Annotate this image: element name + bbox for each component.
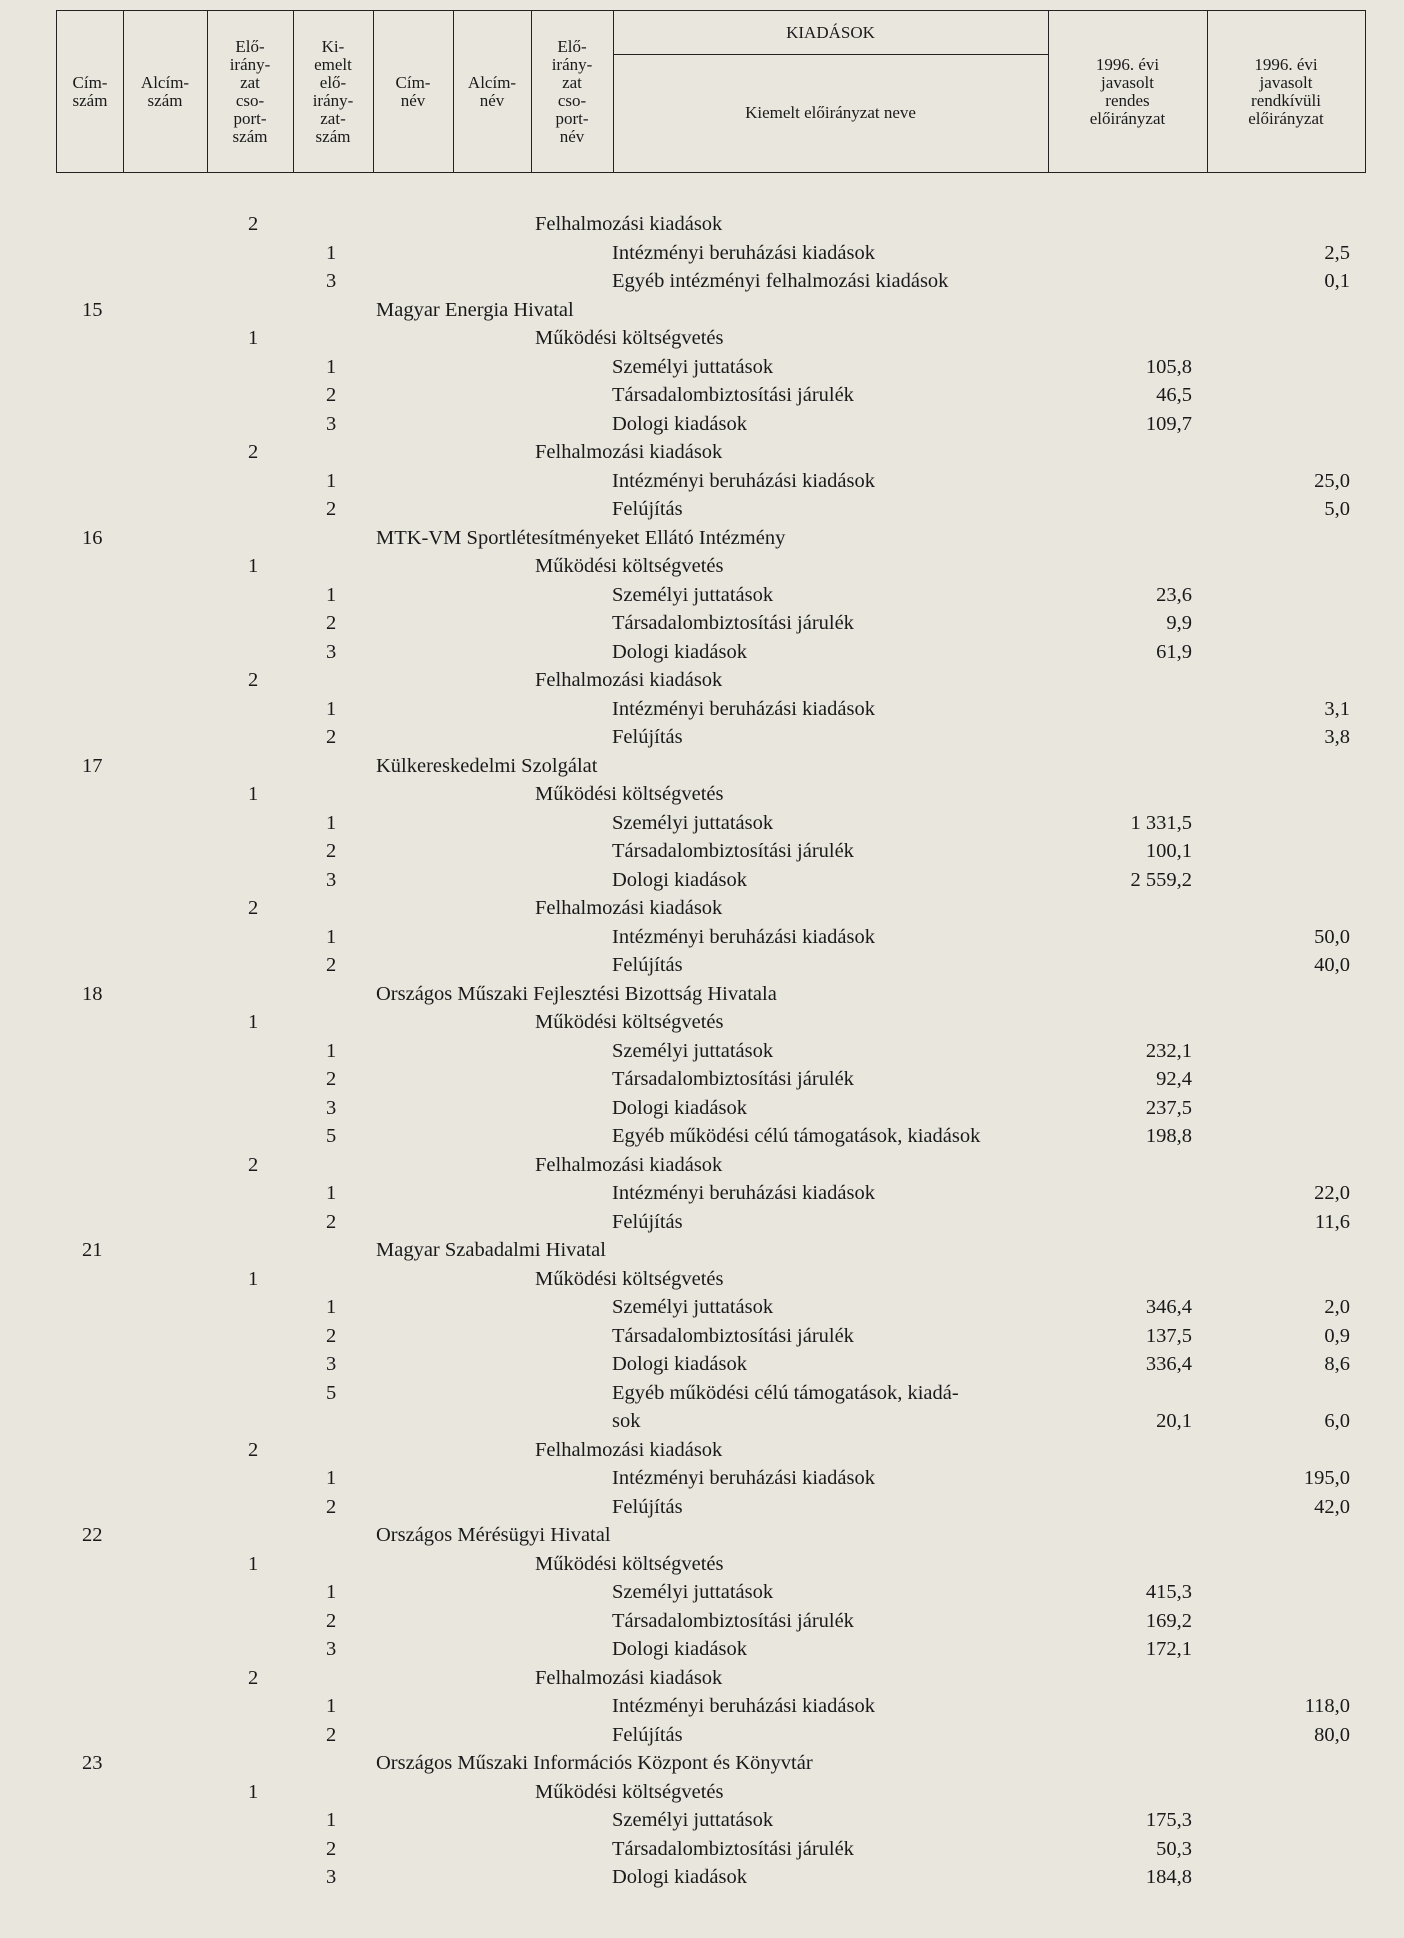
rendes-eloiranyzat-value: 232,1 — [1145, 1039, 1192, 1062]
rendkivuli-eloiranyzat-value: 25,0 — [1314, 469, 1350, 492]
eloiranyzat-csoport-szam: 2 — [248, 897, 259, 919]
kiemelt-eloiranyzat-nev: Intézményi beruházási kiadások — [612, 697, 875, 720]
cim-nev: Magyar Energia Hivatal — [376, 298, 574, 321]
kiemelt-eloiranyzat-nev: Egyéb intézményi felhalmozási kiadások — [612, 270, 949, 292]
rendkivuli-eloiranyzat-value: 80,0 — [1314, 1723, 1350, 1746]
kiemelt-eloiranyzat-nev: Intézményi beruházási kiadások — [612, 925, 875, 948]
table-row — [0, 1721, 1404, 1750]
rendes-eloiranyzat-value: 169,2 — [1145, 1609, 1192, 1632]
eloiranyzat-csoport-nev: Felhalmozási kiadások — [535, 441, 723, 463]
table-row — [0, 524, 1404, 553]
kiemelt-eloiranyzat-nev: Személyi juttatások — [612, 355, 774, 378]
cim-nev: Magyar Szabadalmi Hivatal — [376, 1239, 606, 1261]
eloiranyzat-csoport-nev: Felhalmozási kiadások — [535, 669, 723, 691]
rendes-eloiranyzat-value: 237,5 — [1145, 1096, 1192, 1119]
kiemelt-eloiranyzat-nev: Intézményi beruházási kiadások — [612, 1467, 875, 1489]
rendkivuli-eloiranyzat-value: 0,9 — [1324, 1324, 1350, 1347]
table-row — [0, 1236, 1404, 1265]
kiemelt-eloiranyzat-szam: 2 — [326, 498, 337, 520]
kiemelt-eloiranyzat-nev: Felújítás — [612, 1210, 683, 1233]
rendes-eloiranyzat-value: 9,9 — [1166, 612, 1192, 634]
kiemelt-eloiranyzat-szam: 3 — [326, 1353, 337, 1375]
eloiranyzat-csoport-szam: 1 — [248, 783, 259, 805]
kiemelt-eloiranyzat-nev: Társadalombiztosítási járulék — [612, 1324, 854, 1347]
kiemelt-eloiranyzat-nev: Intézményi beruházási kiadások — [612, 469, 875, 492]
header-kiadasok: KIADÁSOK — [786, 22, 875, 42]
cim-szam: 23 — [82, 1752, 103, 1774]
table-row — [0, 210, 1404, 239]
rendes-eloiranyzat-value: 50,3 — [1156, 1837, 1192, 1860]
table-row — [0, 1037, 1404, 1066]
table-row — [0, 1521, 1404, 1550]
kiemelt-eloiranyzat-szam: 2 — [326, 726, 337, 748]
cim-nev: Országos Műszaki Fejlesztési Bizottság Hivatala — [376, 982, 777, 1005]
table-row — [0, 1778, 1404, 1807]
table-row — [0, 951, 1404, 980]
header-kiemelt-eloiranyzat-neve: Kiemelt előirányzat neve — [745, 103, 916, 122]
table-row — [0, 666, 1404, 695]
eloiranyzat-csoport-szam: 1 — [248, 1552, 259, 1575]
rendkivuli-eloiranyzat-value: 8,6 — [1324, 1353, 1350, 1375]
table-row — [0, 239, 1404, 268]
kiemelt-eloiranyzat-nev: Felújítás — [612, 726, 683, 748]
kiemelt-eloiranyzat-nev: Személyi juttatások — [612, 583, 774, 606]
kiemelt-eloiranyzat-nev: Egyéb működési célú támogatások, kiadá- sok — [612, 1381, 959, 1432]
table-row — [0, 1607, 1404, 1636]
table-row — [0, 980, 1404, 1009]
table-row — [0, 1151, 1404, 1180]
cim-szam: 16 — [82, 526, 103, 549]
kiemelt-eloiranyzat-nev: Felújítás — [612, 1495, 683, 1518]
rendes-eloiranyzat-value: 2 559,2 — [1130, 868, 1192, 891]
eloiranyzat-csoport-nev: Felhalmozási kiadások — [535, 897, 723, 919]
eloiranyzat-csoport-szam: 2 — [248, 669, 259, 691]
table-row — [0, 1065, 1404, 1094]
eloiranyzat-csoport-szam: 1 — [248, 1780, 259, 1803]
header-alcim-szam: Alcím- szám — [140, 72, 190, 110]
rendes-eloiranyzat-value: 23,6 — [1156, 583, 1192, 606]
kiemelt-eloiranyzat-szam: 5 — [326, 1381, 337, 1404]
rendes-eloiranyzat-value: 61,9 — [1156, 640, 1192, 663]
kiemelt-eloiranyzat-szam: 1 — [326, 811, 337, 834]
eloiranyzat-csoport-nev: Felhalmozási kiadások — [535, 213, 723, 235]
table-row — [0, 1265, 1404, 1294]
eloiranyzat-csoport-szam: 2 — [248, 213, 259, 235]
table-row — [0, 1379, 1404, 1436]
table-row — [0, 1094, 1404, 1123]
rendkivuli-eloiranyzat-value: 2,5 — [1324, 241, 1350, 264]
table-row — [0, 837, 1404, 866]
table-row — [0, 410, 1404, 439]
header-rendes-eloiranyzat: 1996. évi javasolt rendes előirányzat — [1089, 54, 1166, 128]
table-row — [0, 1578, 1404, 1607]
kiemelt-eloiranyzat-szam: 1 — [326, 1695, 337, 1717]
kiemelt-eloiranyzat-szam: 2 — [326, 1495, 337, 1518]
kiemelt-eloiranyzat-nev: Felújítás — [612, 954, 683, 976]
eloiranyzat-csoport-szam: 2 — [248, 1438, 259, 1461]
table-row — [0, 552, 1404, 581]
table-row — [0, 866, 1404, 895]
table-body — [0, 210, 1404, 1892]
header-cim-nev: Cím- név — [395, 72, 431, 110]
table-row — [0, 1436, 1404, 1465]
table-row — [0, 1322, 1404, 1351]
kiemelt-eloiranyzat-szam: 1 — [326, 697, 337, 720]
table-row — [0, 609, 1404, 638]
kiemelt-eloiranyzat-szam: 2 — [326, 384, 337, 406]
rendkivuli-eloiranyzat-value: 6,0 — [1324, 1410, 1350, 1432]
table-row — [0, 1293, 1404, 1322]
kiemelt-eloiranyzat-szam: 2 — [326, 1324, 337, 1347]
rendkivuli-eloiranyzat-value: 3,1 — [1324, 697, 1350, 720]
cim-szam: 22 — [82, 1524, 103, 1546]
kiemelt-eloiranyzat-nev: Társadalombiztosítási járulék — [612, 1068, 854, 1090]
table-row — [0, 1208, 1404, 1237]
eloiranyzat-csoport-nev: Működési költségvetés — [535, 783, 724, 805]
cim-nev: Országos Mérésügyi Hivatal — [376, 1524, 611, 1546]
table-row — [0, 809, 1404, 838]
table-row — [0, 723, 1404, 752]
table-row — [0, 1692, 1404, 1721]
table-row — [0, 1008, 1404, 1037]
header-cim-szam: Cím- szám — [72, 72, 108, 110]
table-row — [0, 923, 1404, 952]
kiemelt-eloiranyzat-szam: 1 — [326, 1039, 337, 1062]
kiemelt-eloiranyzat-nev: Társadalombiztosítási járulék — [612, 384, 854, 406]
rendes-eloiranyzat-value: 20,1 — [1156, 1410, 1192, 1432]
kiemelt-eloiranyzat-nev: Társadalombiztosítási járulék — [612, 840, 854, 862]
table-row — [0, 1493, 1404, 1522]
rendes-eloiranyzat-value: 346,4 — [1145, 1296, 1192, 1318]
rendkivuli-eloiranyzat-value: 195,0 — [1303, 1467, 1350, 1489]
rendkivuli-eloiranyzat-value: 50,0 — [1314, 925, 1350, 948]
kiemelt-eloiranyzat-nev: Intézményi beruházási kiadások — [612, 1182, 875, 1204]
kiemelt-eloiranyzat-nev: Társadalombiztosítási járulék — [612, 1609, 854, 1632]
header-eloiranyzat-csoport-nev: Elő- irány- zat cso- port- név — [551, 36, 593, 146]
rendkivuli-eloiranyzat-value: 22,0 — [1314, 1182, 1350, 1204]
kiemelt-eloiranyzat-szam: 2 — [326, 1723, 337, 1746]
eloiranyzat-csoport-nev: Működési költségvetés — [535, 1780, 724, 1803]
table-row — [0, 1835, 1404, 1864]
kiemelt-eloiranyzat-szam: 3 — [326, 1866, 337, 1888]
table-row — [0, 353, 1404, 382]
rendkivuli-eloiranyzat-value: 42,0 — [1314, 1495, 1350, 1518]
table-row — [0, 1806, 1404, 1835]
kiemelt-eloiranyzat-szam: 2 — [326, 954, 337, 976]
kiemelt-eloiranyzat-nev: Személyi juttatások — [612, 1809, 774, 1831]
rendes-eloiranyzat-value: 1 331,5 — [1130, 811, 1192, 834]
table-row — [0, 1179, 1404, 1208]
kiemelt-eloiranyzat-szam: 2 — [326, 1068, 337, 1090]
table-row — [0, 638, 1404, 667]
rendes-eloiranyzat-value: 46,5 — [1156, 384, 1192, 406]
kiemelt-eloiranyzat-szam: 2 — [326, 1837, 337, 1860]
eloiranyzat-csoport-szam: 1 — [248, 1011, 259, 1033]
kiemelt-eloiranyzat-szam: 1 — [326, 355, 337, 378]
header-eloiranyzat-csoport-szam: Elő- irány- zat cso- port- szám — [229, 36, 271, 146]
table-row — [0, 467, 1404, 496]
kiemelt-eloiranyzat-nev: Dologi kiadások — [612, 1353, 747, 1375]
eloiranyzat-csoport-nev: Felhalmozási kiadások — [535, 1153, 723, 1176]
rendes-eloiranyzat-value: 415,3 — [1145, 1581, 1192, 1603]
kiemelt-eloiranyzat-szam: 1 — [326, 1467, 337, 1489]
rendkivuli-eloiranyzat-value: 2,0 — [1324, 1296, 1350, 1318]
eloiranyzat-csoport-nev: Felhalmozási kiadások — [535, 1666, 723, 1689]
cim-szam: 17 — [82, 754, 103, 777]
rendes-eloiranyzat-value: 100,1 — [1145, 840, 1192, 862]
rendes-eloiranyzat-value: 175,3 — [1145, 1809, 1192, 1831]
rendkivuli-eloiranyzat-value: 11,6 — [1314, 1210, 1350, 1233]
table-row — [0, 1635, 1404, 1664]
table-row — [0, 1350, 1404, 1379]
cim-szam: 18 — [82, 982, 103, 1005]
eloiranyzat-csoport-szam: 1 — [248, 1267, 259, 1290]
table-row — [0, 1664, 1404, 1693]
eloiranyzat-csoport-nev: Működési költségvetés — [535, 327, 724, 349]
table-row — [0, 1863, 1404, 1892]
cim-nev: Országos Műszaki Információs Központ és Könyvtár — [376, 1752, 813, 1774]
table-row — [0, 324, 1404, 353]
kiemelt-eloiranyzat-szam: 3 — [326, 640, 337, 663]
eloiranyzat-csoport-nev: Működési költségvetés — [535, 555, 724, 577]
eloiranyzat-csoport-nev: Felhalmozási kiadások — [535, 1438, 723, 1461]
kiemelt-eloiranyzat-szam: 1 — [326, 583, 337, 606]
table-row — [0, 296, 1404, 325]
kiemelt-eloiranyzat-szam: 1 — [326, 469, 337, 492]
kiemelt-eloiranyzat-nev: Felújítás — [612, 498, 683, 520]
rendes-eloiranyzat-value: 105,8 — [1145, 355, 1192, 378]
table-row — [0, 1749, 1404, 1778]
kiemelt-eloiranyzat-nev: Társadalombiztosítási járulék — [612, 1837, 854, 1860]
table-row — [0, 381, 1404, 410]
kiemelt-eloiranyzat-szam: 5 — [326, 1125, 337, 1147]
rendes-eloiranyzat-value: 137,5 — [1145, 1324, 1192, 1347]
header-rendkivuli-eloiranyzat: 1996. évi javasolt rendkívüli előirányzat — [1248, 54, 1324, 128]
kiemelt-eloiranyzat-nev: Társadalombiztosítási járulék — [612, 612, 854, 634]
table-row — [0, 267, 1404, 296]
table-row — [0, 752, 1404, 781]
kiemelt-eloiranyzat-nev: Intézményi beruházási kiadások — [612, 1695, 875, 1717]
rendkivuli-eloiranyzat-value: 118,0 — [1304, 1695, 1350, 1717]
rendkivuli-eloiranyzat-value: 0,1 — [1324, 270, 1350, 292]
kiemelt-eloiranyzat-nev: Személyi juttatások — [612, 1296, 774, 1318]
rendes-eloiranyzat-value: 184,8 — [1145, 1866, 1192, 1888]
kiemelt-eloiranyzat-nev: Személyi juttatások — [612, 811, 774, 834]
eloiranyzat-csoport-nev: Működési költségvetés — [535, 1267, 724, 1290]
table-row — [0, 1550, 1404, 1579]
table-row — [0, 695, 1404, 724]
cim-nev: Külkereskedelmi Szolgálat — [376, 754, 598, 777]
cim-nev: MTK-VM Sportlétesítményeket Ellátó Intézmény — [376, 526, 786, 549]
kiemelt-eloiranyzat-szam: 3 — [326, 412, 337, 435]
header-kiemelt-eloiranyzat-szam: Ki- emelt elő- irány- zat- szám — [312, 36, 354, 146]
table-row — [0, 581, 1404, 610]
table-header — [56, 10, 1366, 173]
kiemelt-eloiranyzat-szam: 2 — [326, 612, 337, 634]
kiemelt-eloiranyzat-nev: Személyi juttatások — [612, 1581, 774, 1603]
kiemelt-eloiranyzat-szam: 1 — [326, 241, 337, 264]
rendkivuli-eloiranyzat-value: 40,0 — [1314, 954, 1350, 976]
table-row — [0, 1122, 1404, 1151]
kiemelt-eloiranyzat-szam: 2 — [326, 1210, 337, 1233]
eloiranyzat-csoport-szam: 2 — [248, 1153, 259, 1176]
rendes-eloiranyzat-value: 336,4 — [1145, 1353, 1192, 1375]
rendes-eloiranyzat-value: 198,8 — [1145, 1125, 1192, 1147]
cim-szam: 15 — [82, 298, 103, 321]
kiemelt-eloiranyzat-nev: Dologi kiadások — [612, 1866, 747, 1888]
kiemelt-eloiranyzat-szam: 1 — [326, 1581, 337, 1603]
header-alcim-nev: Alcím- név — [467, 72, 517, 110]
eloiranyzat-csoport-szam: 2 — [248, 441, 259, 463]
table-row — [0, 495, 1404, 524]
rendes-eloiranyzat-value: 172,1 — [1145, 1638, 1192, 1660]
rendes-eloiranyzat-value: 109,7 — [1145, 412, 1192, 435]
kiemelt-eloiranyzat-nev: Dologi kiadások — [612, 1096, 747, 1119]
kiemelt-eloiranyzat-nev: Egyéb működési célú támogatások, kiadások — [612, 1125, 981, 1147]
kiemelt-eloiranyzat-nev: Személyi juttatások — [612, 1039, 774, 1062]
rendkivuli-eloiranyzat-value: 5,0 — [1324, 498, 1350, 520]
rendes-eloiranyzat-value: 92,4 — [1156, 1068, 1192, 1090]
kiemelt-eloiranyzat-szam: 1 — [326, 1182, 337, 1204]
table-row — [0, 1464, 1404, 1493]
kiemelt-eloiranyzat-szam: 3 — [326, 1638, 337, 1660]
kiemelt-eloiranyzat-szam: 1 — [326, 925, 337, 948]
kiemelt-eloiranyzat-szam: 3 — [326, 270, 337, 292]
kiemelt-eloiranyzat-nev: Intézményi beruházási kiadások — [612, 241, 875, 264]
kiemelt-eloiranyzat-szam: 3 — [326, 1096, 337, 1119]
kiemelt-eloiranyzat-szam: 2 — [326, 840, 337, 862]
eloiranyzat-csoport-nev: Működési költségvetés — [535, 1011, 724, 1033]
kiemelt-eloiranyzat-nev: Dologi kiadások — [612, 868, 747, 891]
cim-szam: 21 — [82, 1239, 103, 1261]
table-row — [0, 894, 1404, 923]
kiemelt-eloiranyzat-szam: 3 — [326, 868, 337, 891]
eloiranyzat-csoport-szam: 1 — [248, 555, 259, 577]
rendkivuli-eloiranyzat-value: 3,8 — [1324, 726, 1350, 748]
kiemelt-eloiranyzat-nev: Dologi kiadások — [612, 1638, 747, 1660]
kiemelt-eloiranyzat-nev: Dologi kiadások — [612, 412, 747, 435]
kiemelt-eloiranyzat-szam: 2 — [326, 1609, 337, 1632]
eloiranyzat-csoport-szam: 1 — [248, 327, 259, 349]
table-row — [0, 780, 1404, 809]
kiemelt-eloiranyzat-szam: 1 — [326, 1809, 337, 1831]
kiemelt-eloiranyzat-nev: Felújítás — [612, 1723, 683, 1746]
eloiranyzat-csoport-nev: Működési költségvetés — [535, 1552, 724, 1575]
kiemelt-eloiranyzat-nev: Dologi kiadások — [612, 640, 747, 663]
eloiranyzat-csoport-szam: 2 — [248, 1666, 259, 1689]
kiemelt-eloiranyzat-szam: 1 — [326, 1296, 337, 1318]
table-row — [0, 438, 1404, 467]
